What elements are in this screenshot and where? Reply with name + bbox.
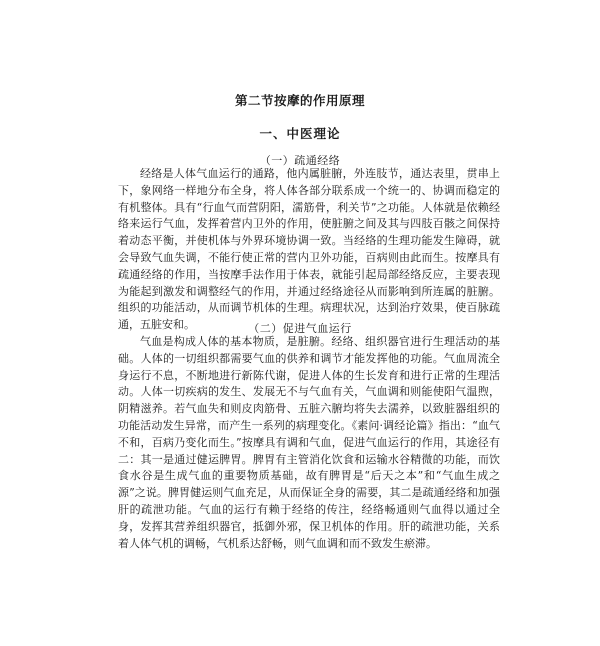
chapter-heading: 一、中医理论 <box>259 126 341 141</box>
subsection-heading: （一）疏通经络 <box>259 154 341 167</box>
section-title: 第二节按摩的作用原理 <box>234 93 365 108</box>
body-paragraph: 经络是人体气血运行的通路，他内属脏腑，外连肢节，通达表里，贯串上下，象网络一样地分布全身，将人体各部分联系成一个统一的、协调而稳定的有机整体。具有“行血气而营阴阳，濡筋骨，利关节”之功能。人体就是依赖经络来运行气血，发挥着营内卫外的作用，使脏腑之间及其与四肢百骸之间保持着动态平衡，并使机体与外界环境协调一致。当经络的生理功能发生障碍，就会导致气血失调，不能行使正常的营内卫外功能，百病则由此而生。按摩具有疏通经络的作用，当按摩手法作用于体表，就能引起局部经络反应，主要表现为能起到激发和调整经气的作用，并通过经络途径从而影响到所连属的脏腑。组织的功能活动，从而调节机体的生理。病理状况，达到治疗效果，使百脉疏通，五脏安和。 <box>118 167 500 332</box>
subsection-heading: （二）促进气血运行 <box>248 322 352 335</box>
body-paragraph: 气血是构成人体的基本物质，是脏腑。经络、组织器官进行生理活动的基础。人体的一切组织都需要气血的供养和调节才能发挥他的功能。气血周流全身运行不息，不断地进行新陈代谢，促进人体的生长发育和进行正常的生理活动。人体一切疾病的发生、发展无不与气血有关，气血调和则能使阳气温煦，阴精滋养。若气血失和则皮肉筋骨、五脏六腑均将失去濡养，以致脏器组织的功能活动发生异常，而产生一系列的病理变化。《素问·调经论篇》指出：“血气不和，百病乃变化而生。”按摩具有调和气血，促进气血运行的作用，其途径有二：其一是通过健运脾胃。脾胃有主管消化饮食和运输水谷精微的功能，而饮食水谷是生成气血的重要物质基础，故有脾胃是“后天之本”和“气血生成之源”之说。脾胃健运则气血充足，从而保证全身的需要，其二是疏通经络和加强肝的疏泄功能。气血的运行有赖于经络的传注，经络畅通则气血得以通过全身，发挥其营养组织器官，抵御外邪，保卫机体的作用。肝的疏泄功能，关系着人体气机的调畅，气机系达舒畅，则气血调和而不致发生瘀滞。 <box>118 335 500 550</box>
